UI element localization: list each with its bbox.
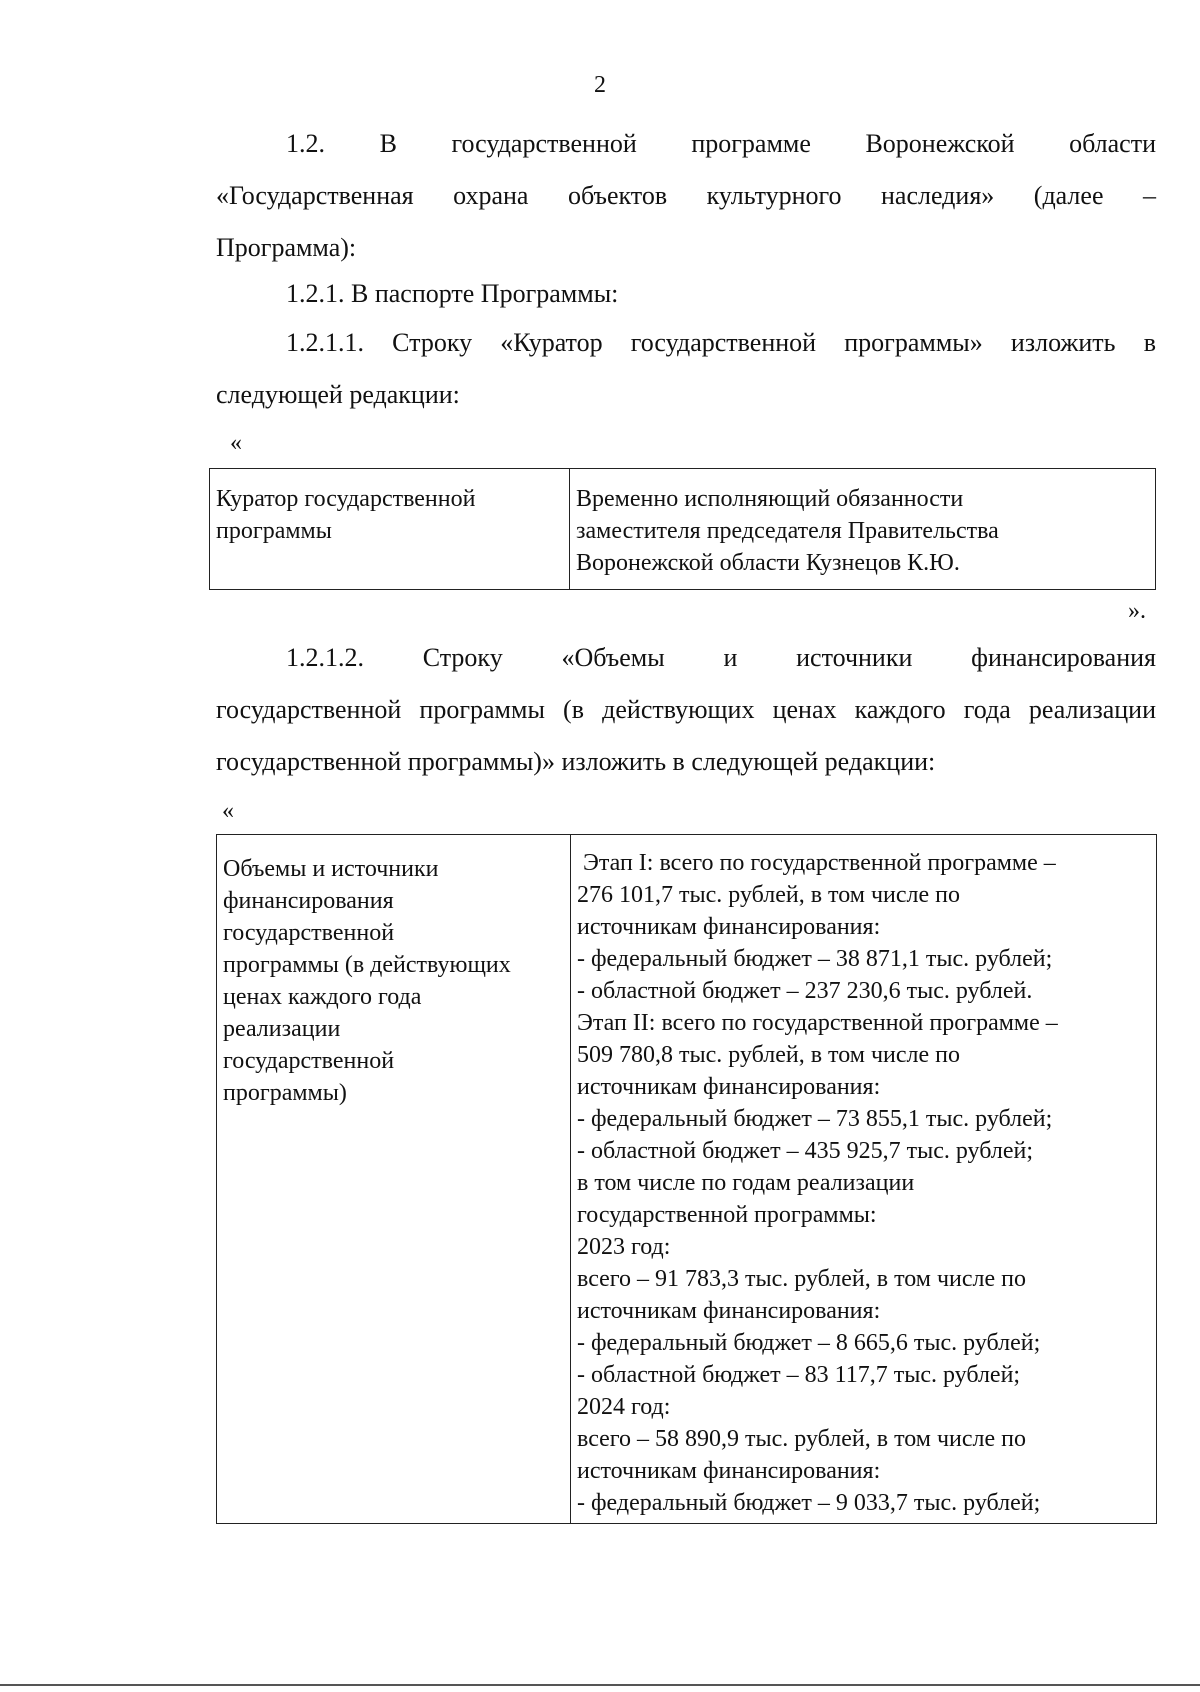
cell-line: Этап I: всего по государственной программе –: [577, 850, 1056, 876]
cell-line: Временно исполняющий обязанности: [576, 486, 964, 512]
paragraph-line: 1.2.1.1. Строку «Куратор государственной программы» изложить в: [286, 328, 1156, 357]
cell-line: всего – 91 783,3 тыс. рублей, в том числе по: [577, 1266, 1027, 1292]
cell-line: источникам финансирования:: [577, 1074, 881, 1100]
paragraph-line: 1.2.1.2. Строку «Объемы и источники финансирования: [286, 643, 1156, 672]
paragraph-1-2-1-1: [216, 317, 1156, 421]
cell-line: - областной бюджет – 83 117,7 тыс. рублей;: [577, 1362, 1021, 1388]
curator-value-cell: [570, 469, 1156, 590]
cell-line: ценах каждого года: [223, 984, 422, 1010]
cell-line: - областной бюджет – 237 230,6 тыс. рублей.: [577, 978, 1033, 1004]
table-row: [210, 469, 1156, 590]
scan-bottom-edge: [0, 1684, 1200, 1686]
cell-line: финансирования: [223, 888, 394, 914]
cell-line: - федеральный бюджет – 73 855,1 тыс. рублей;: [577, 1106, 1053, 1132]
paragraph-line: следующей редакции:: [216, 380, 460, 409]
paragraph-line: государственной программы)» изложить в следующей редакции:: [216, 747, 936, 776]
closing-quote: ».: [1128, 598, 1146, 624]
cell-line: 2023 год:: [577, 1234, 671, 1260]
cell-line: государственной программы:: [577, 1202, 877, 1228]
paragraph-line: 1.2. В государственной программе Воронежской области: [286, 129, 1156, 158]
financing-table: [216, 834, 1157, 1524]
paragraph-line: государственной программы (в действующих ценах каждого года реализации: [216, 695, 1156, 724]
cell-line: 2024 год:: [577, 1394, 671, 1420]
cell-line: всего – 58 890,9 тыс. рублей, в том числе по: [577, 1426, 1027, 1452]
cell-line: Куратор государственной: [216, 486, 476, 512]
page-number: 2: [594, 72, 606, 98]
opening-quote: «: [230, 430, 242, 456]
cell-line: 276 101,7 тыс. рублей, в том числе по: [577, 882, 960, 908]
cell-line: Объемы и источники: [223, 856, 439, 882]
paragraph-1-2-1: 1.2.1. В паспорте Программы:: [286, 279, 619, 308]
financing-label-cell: [217, 835, 571, 1524]
cell-line: 509 780,8 тыс. рублей, в том числе по: [577, 1042, 960, 1068]
cell-line: источникам финансирования:: [577, 1298, 881, 1324]
cell-line: программы (в действующих: [223, 952, 511, 978]
cell-line: заместителя председателя Правительства: [576, 518, 999, 544]
cell-line: в том числе по годам реализации: [577, 1170, 915, 1196]
curator-label-cell: [210, 469, 570, 590]
financing-value-cell: [571, 835, 1157, 1524]
table-row: [217, 835, 1157, 1524]
cell-line: - федеральный бюджет – 9 033,7 тыс. рублей;: [577, 1490, 1041, 1516]
cell-line: реализации: [223, 1016, 341, 1042]
paragraph-line: «Государственная охрана объектов культурного наследия» (далее –: [216, 181, 1156, 210]
cell-line: Воронежской области Кузнецов К.Ю.: [576, 550, 960, 576]
paragraph-1-2: [216, 118, 1156, 274]
cell-line: - областной бюджет – 435 925,7 тыс. рублей;: [577, 1138, 1033, 1164]
cell-line: - федеральный бюджет – 8 665,6 тыс. рублей;: [577, 1330, 1041, 1356]
cell-line: программы): [223, 1080, 347, 1106]
paragraph-1-2-1-2: [216, 632, 1156, 788]
opening-quote: «: [222, 798, 234, 824]
cell-line: государственной: [223, 920, 395, 946]
cell-line: источникам финансирования:: [577, 914, 881, 940]
cell-line: Этап II: всего по государственной программе –: [577, 1010, 1058, 1036]
paragraph-line: Программа):: [216, 233, 357, 262]
cell-line: программы: [216, 518, 332, 544]
curator-table: [209, 468, 1156, 590]
cell-line: государственной: [223, 1048, 395, 1074]
cell-line: - федеральный бюджет – 38 871,1 тыс. рублей;: [577, 946, 1053, 972]
cell-line: источникам финансирования:: [577, 1458, 881, 1484]
